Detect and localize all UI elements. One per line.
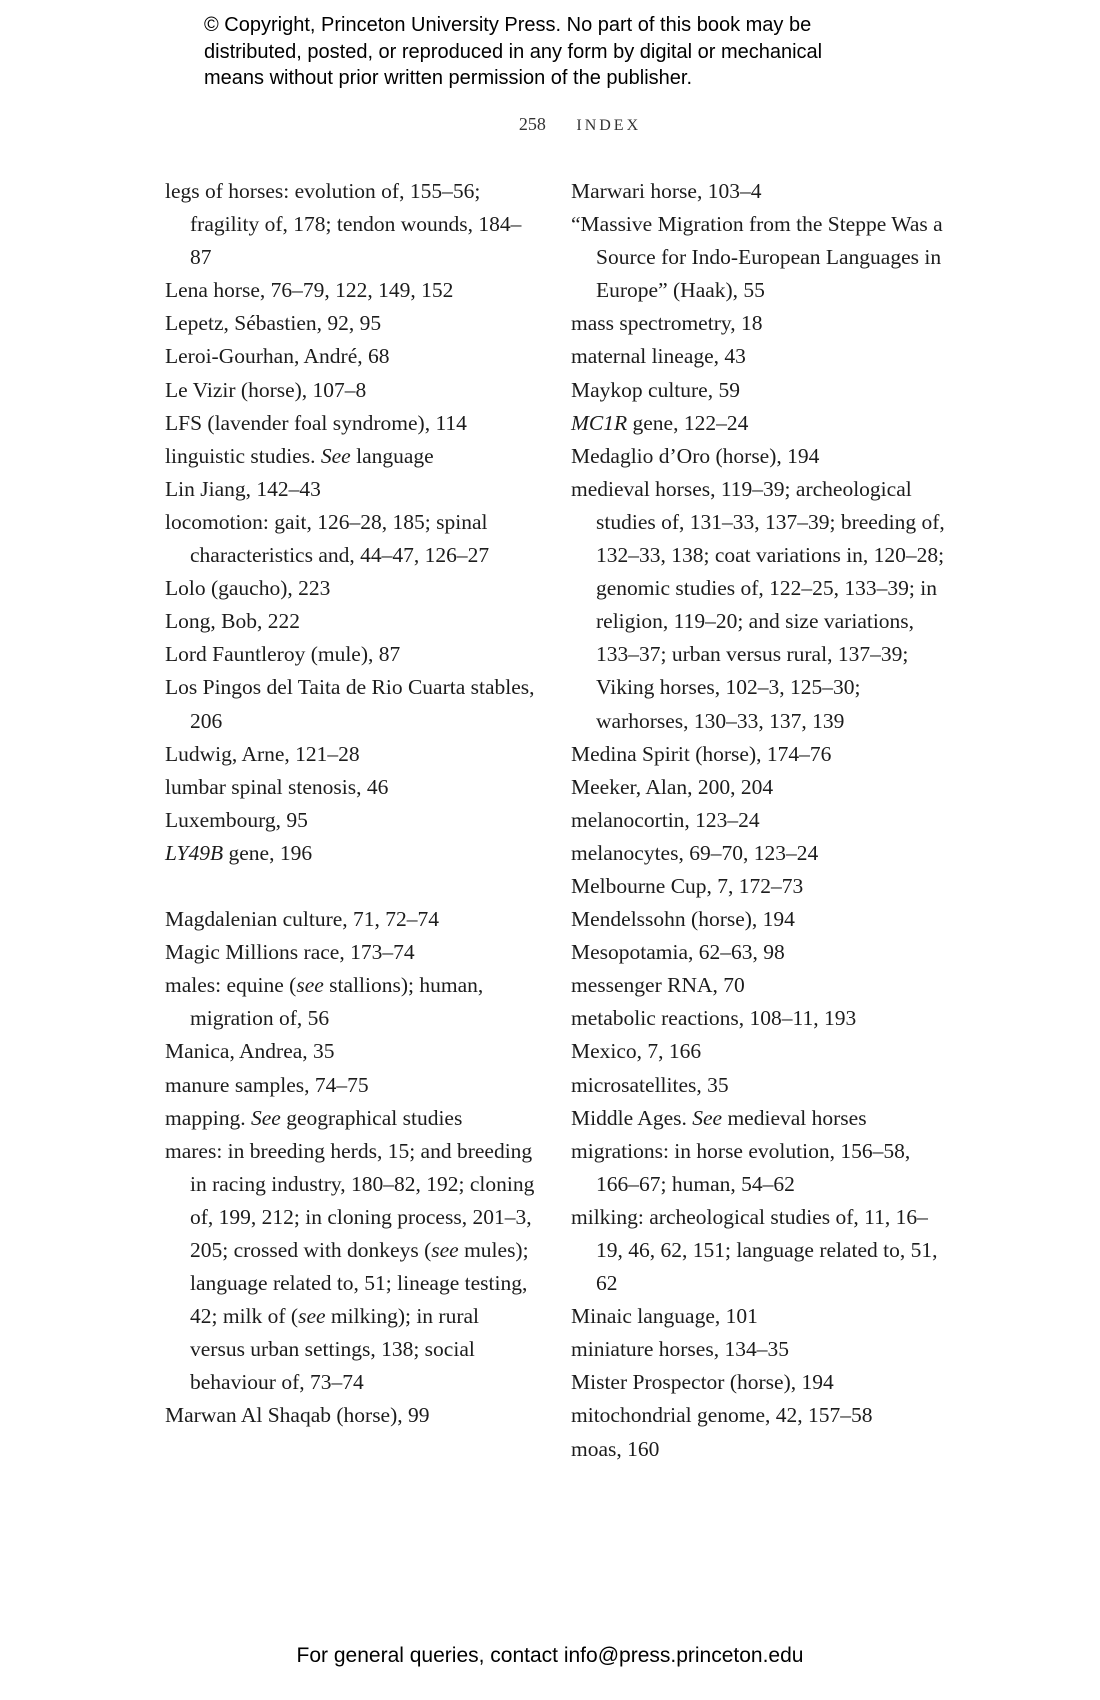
index-entry: [571, 870, 946, 903]
index-entry: [165, 804, 537, 837]
index-entry-text: Lin Jiang, 142–43: [165, 476, 321, 501]
index-entry-text: Lepetz, Sébastien, 92, 95: [165, 311, 382, 336]
index-entry-text: Middle Ages.: [571, 1105, 693, 1130]
footer-contact: For general queries, contact info@press.princeton.edu: [296, 1644, 804, 1667]
index-entry-text: geographical studies: [280, 1105, 463, 1130]
index-entry-text: mapping.: [165, 1105, 251, 1130]
index-entry-text: Leroi-Gourhan, André, 68: [165, 344, 390, 369]
index-entry-text: milking: archeological studies of, 11, 16–19, 46, 62, 151; language related to, 51, 62: [571, 1204, 938, 1296]
page-number: 258: [518, 114, 546, 134]
index-entry-text: mares: in breeding herds, 15; and breeding in racing industry, 180–82, 192; cloning of, 199, 212; in cloning process, 201–3, 205; crossed with donkeys (: [165, 1138, 535, 1262]
index-entry-text: Magic Millions race, 173–74: [165, 940, 415, 965]
index-entry-text: melanocytes, 69–70, 123–24: [571, 840, 819, 865]
index-entry: [571, 1366, 946, 1399]
index-entry-text: locomotion: gait, 126–28, 185; spinal characteristics and, 44–47, 126–27: [165, 509, 490, 568]
index-entry: [571, 771, 946, 804]
index-column-right: [571, 175, 946, 1466]
index-entry-text: migrations: in horse evolution, 156–58, 166–67; human, 54–62: [571, 1138, 911, 1196]
index-entry: [165, 671, 537, 737]
index-entry-text: Los Pingos del Taita de Rio Cuarta stables, 206: [165, 675, 535, 733]
index-entry-text: Medina Spirit (horse), 174–76: [571, 741, 832, 766]
index-entry-text: medieval horses, 119–39; archeological studies of, 131–33, 137–39; breeding of, 132–33, 138; coat variations in, 120–28; genomic studies of, 122–25, 133–39; in religion, 119–20; and size variations, 133–37; urban versus rural, 137–39; Viking horses, 102–3, 125–30; warhorses, 130–33, 137, 139: [571, 476, 945, 733]
index-entry-text: melanocortin, 123–24: [571, 807, 760, 832]
index-entry-text: Marwari horse, 103–4: [571, 179, 762, 203]
index-entry: [165, 1102, 537, 1135]
index-entry: [571, 738, 946, 771]
copyright-line: distributed, posted, or reproduced in any form by digital or mechanical: [204, 40, 823, 63]
index-entry: [571, 473, 946, 738]
index-entry-text: messenger RNA, 70: [571, 973, 745, 998]
index-entry-italic: MC1R: [571, 410, 628, 435]
index-entry-text: LFS (lavender foal syndrome), 114: [165, 410, 467, 435]
index-entry-text: linguistic studies.: [165, 443, 321, 468]
index-entry: [165, 175, 537, 274]
index-entry: [165, 837, 537, 870]
index-entry-text: Meeker, Alan, 200, 204: [571, 774, 774, 799]
index-entry-text: “Massive Migration from the Steppe Was a Source for Indo-European Languages in Europe” (Haak), 55: [571, 212, 943, 303]
index-entry-text: Le Vizir (horse), 107–8: [165, 377, 367, 402]
index-entry-text: Long, Bob, 222: [165, 609, 300, 634]
index-entry: [571, 837, 946, 870]
index-entry: [165, 506, 537, 572]
index-entry-text: Magdalenian culture, 71, 72–74: [165, 907, 440, 932]
index-entry: [571, 1433, 946, 1466]
index-entry: [571, 1135, 946, 1201]
section-title: INDEX: [576, 117, 642, 134]
index-entry-italic: see: [431, 1238, 459, 1262]
index-entry-text: Maykop culture, 59: [571, 377, 740, 402]
index-entry-text: Mendelssohn (horse), 194: [571, 907, 795, 932]
index-entry-text: language: [350, 443, 434, 468]
index-entry: [165, 1035, 537, 1068]
index-entry-text: Lena horse, 76–79, 122, 149, 152: [165, 278, 454, 303]
index-entry: [571, 440, 946, 473]
index-entry: [571, 969, 946, 1002]
copyright-line: means without prior written permission of the publisher.: [204, 67, 693, 89]
index-entry: [165, 903, 537, 936]
index-entry-text: maternal lineage, 43: [571, 344, 746, 369]
index-entry-text: legs of horses: evolution of, 155–56; fragility of, 178; tendon wounds, 184–87: [165, 179, 522, 270]
index-entry: [165, 771, 537, 804]
index-entry-text: Lord Fauntleroy (mule), 87: [165, 642, 401, 667]
index-entry-text: miniature horses, 134–35: [571, 1337, 789, 1362]
index-entry: [165, 307, 537, 340]
index-entry-text: Medaglio d’Oro (horse), 194: [571, 443, 820, 468]
index-entry-text: Ludwig, Arne, 121–28: [165, 741, 360, 766]
index-entry: [165, 274, 537, 307]
index-entry: [571, 175, 946, 208]
index-column-left: [165, 175, 537, 1433]
index-entry: [165, 1399, 537, 1432]
index-entry: [571, 208, 946, 307]
index-entry: [571, 1002, 946, 1035]
index-entry-text: Mesopotamia, 62–63, 98: [571, 940, 785, 965]
index-entry-text: manure samples, 74–75: [165, 1072, 369, 1097]
index-entry-italic: See: [692, 1105, 723, 1130]
index-entry: [165, 1069, 537, 1102]
index-entry: [571, 374, 946, 407]
index-entry: [165, 374, 537, 407]
index-entry-text: males: equine (: [165, 973, 297, 998]
index-entry: [571, 1300, 946, 1333]
index-entry-text: moas, 160: [571, 1436, 660, 1461]
index-entry: [165, 605, 537, 638]
index-entry: [571, 1201, 946, 1300]
index-entry: [165, 1135, 537, 1400]
index-entry-text: metabolic reactions, 108–11, 193: [571, 1006, 857, 1031]
index-entry-text: Marwan Al Shaqab (horse), 99: [165, 1403, 430, 1428]
index-entry-text: stallions); human, migration of, 56: [190, 973, 484, 1031]
index-entry: [165, 969, 537, 1035]
index-entry: [165, 936, 537, 969]
index-entry-text: medieval horses: [722, 1105, 867, 1130]
index-entry: [571, 1069, 946, 1102]
index-entry-italic: See: [251, 1105, 281, 1130]
index-entry-text: Luxembourg, 95: [165, 807, 308, 832]
index-entry-italic: LY49B: [165, 840, 224, 865]
index-entry: [165, 738, 537, 771]
index-entry: [165, 473, 537, 506]
index-entry-text: Mexico, 7, 166: [571, 1039, 702, 1064]
index-entry: [571, 307, 946, 340]
index-entry-text: Melbourne Cup, 7, 172–73: [571, 873, 804, 898]
index-entry-text: mitochondrial genome, 42, 157–58: [571, 1403, 873, 1428]
index-entry-text: microsatellites, 35: [571, 1072, 729, 1097]
index-entry-text: gene, 196: [223, 840, 313, 865]
index-entry-text: Lolo (gaucho), 223: [165, 576, 331, 601]
index-entry: [571, 1333, 946, 1366]
index-entry-text: mules); language related to, 51; lineage testing, 42; milk of (: [190, 1238, 529, 1329]
index-entry-italic: see: [298, 1304, 326, 1329]
index-entry-text: lumbar spinal stenosis, 46: [165, 774, 389, 799]
index-entry-text: gene, 122–24: [627, 410, 749, 435]
index-entry: [165, 340, 537, 373]
running-head: [0, 114, 1100, 135]
index-entry-italic: see: [296, 973, 324, 998]
index-entry: [571, 804, 946, 837]
index-entry: [571, 903, 946, 936]
index-entry-text: Mister Prospector (horse), 194: [571, 1370, 834, 1395]
index-entry: [571, 1102, 946, 1135]
index-entry-text: Minaic language, 101: [571, 1304, 758, 1329]
index-entry-text: milking); in rural versus urban settings, 138; social behaviour of, 73–74: [190, 1304, 480, 1395]
index-entry-text: Manica, Andrea, 35: [165, 1039, 335, 1064]
index-entry: [165, 572, 537, 605]
index-entry: [165, 638, 537, 671]
index-entry-text: mass spectrometry, 18: [571, 311, 763, 336]
index-entry-italic: See: [320, 443, 351, 468]
copyright-notice: [204, 12, 924, 92]
copyright-line: © Copyright, Princeton University Press. No part of this book may be: [204, 14, 812, 36]
index-entry: [571, 407, 946, 440]
index-entry: [571, 1035, 946, 1068]
index-entry: [165, 440, 537, 473]
index-entry: [571, 1399, 946, 1432]
index-entry: [165, 407, 537, 440]
index-entry: [571, 936, 946, 969]
index-entry: [571, 340, 946, 373]
